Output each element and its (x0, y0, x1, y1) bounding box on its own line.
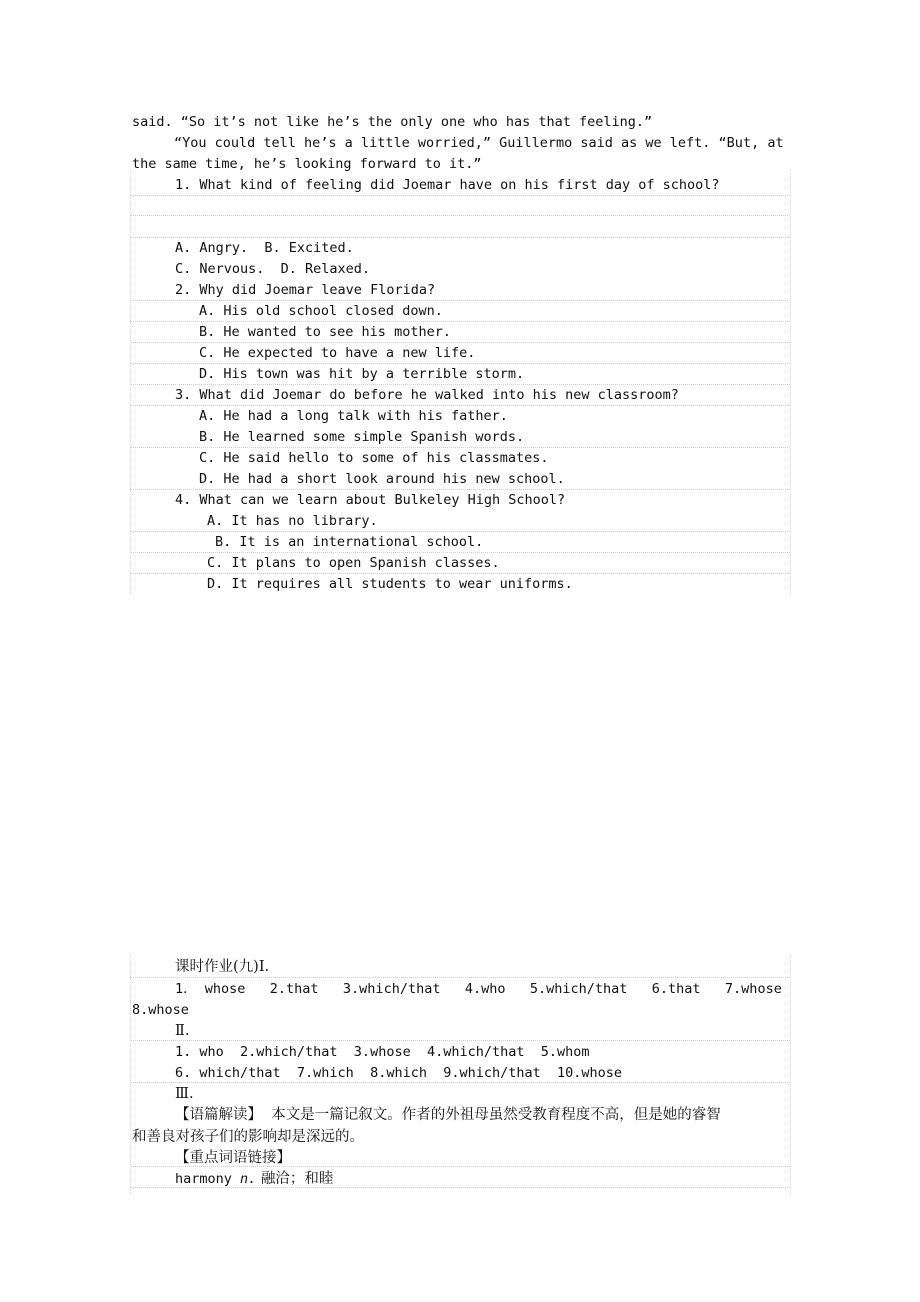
question-option: A. His old school closed down. (199, 303, 443, 319)
question-option: C. He said hello to some of his classmates. (199, 450, 549, 466)
question-option: C. He expected to have a new life. (199, 345, 476, 361)
answer-line: 6. which/that 7.which 8.which 9.which/that 10.whose (175, 1065, 623, 1081)
reading-text: 本文是一篇记叙文。作者的外祖母虽然受教育程度不高，但是她的睿智 (262, 1107, 721, 1123)
vocab-label: 【重点词语链接】 (175, 1150, 291, 1166)
vocab-pos: n. (240, 1171, 257, 1187)
question-option: A. It has no library. (207, 513, 378, 529)
guide-margin-right (790, 170, 791, 595)
answer-line: 1． whose 2.that 3.which/that 4.who 5.which/that 6.that 7.whose (175, 981, 782, 997)
guide-line (130, 1040, 790, 1041)
reading-text: 和善良对孩子们的影响却是深远的。 (132, 1129, 364, 1145)
guide-line (130, 215, 790, 216)
question-option: D. He had a short look around his new school. (199, 471, 565, 487)
guide-margin-left (130, 955, 131, 1195)
vocab-entry (175, 1169, 333, 1190)
question-option: D. It requires all students to wear uniforms. (207, 576, 573, 592)
story-line: said. “So it’s not like he’s the only one who has that feeling.” (132, 114, 653, 130)
question-option: B. He wanted to see his mother. (199, 324, 451, 340)
reading-analysis (175, 1105, 721, 1126)
question-stem: 4. What can we learn about Bulkeley High School? (175, 492, 566, 508)
story-line: “You could tell he’s a little worried,” Guillermo said as we left. “But, at (174, 135, 784, 151)
guide-margin-left (130, 170, 131, 595)
answer-heading: 课时作业(九)Ⅰ. (175, 959, 270, 975)
question-option: C. Nervous. D. Relaxed. (175, 261, 371, 277)
question-option: D. His town was hit by a terrible storm. (199, 366, 525, 382)
reading-label: 【语篇解读】 (175, 1107, 262, 1123)
answer-line: 1. who 2.which/that 3.whose 4.which/that 5.whom (175, 1044, 590, 1060)
question-stem: 2. Why did Joemar leave Florida? (175, 282, 436, 298)
answer-section-label: Ⅱ. (175, 1023, 190, 1039)
question-option: C. It plans to open Spanish classes. (207, 555, 500, 571)
question-option: A. Angry. B. Excited. (175, 240, 354, 256)
vocab-word: harmony (175, 1171, 241, 1187)
question-option: B. He learned some simple Spanish words. (199, 429, 525, 445)
answer-section-label: Ⅲ. (175, 1086, 194, 1102)
vocab-meaning: 融洽；和睦 (256, 1171, 334, 1187)
guide-margin-right (790, 955, 791, 1195)
question-stem: 1. What kind of feeling did Joemar have on his first day of school? (175, 177, 720, 193)
question-option: A. He had a long talk with his father. (199, 408, 508, 424)
story-line: the same time, he’s looking forward to it.” (132, 156, 482, 172)
question-option: B. It is an international school. (215, 534, 484, 550)
answer-line: 8.whose (132, 1002, 189, 1018)
question-stem: 3. What did Joemar do before he walked into his new classroom? (175, 387, 679, 403)
